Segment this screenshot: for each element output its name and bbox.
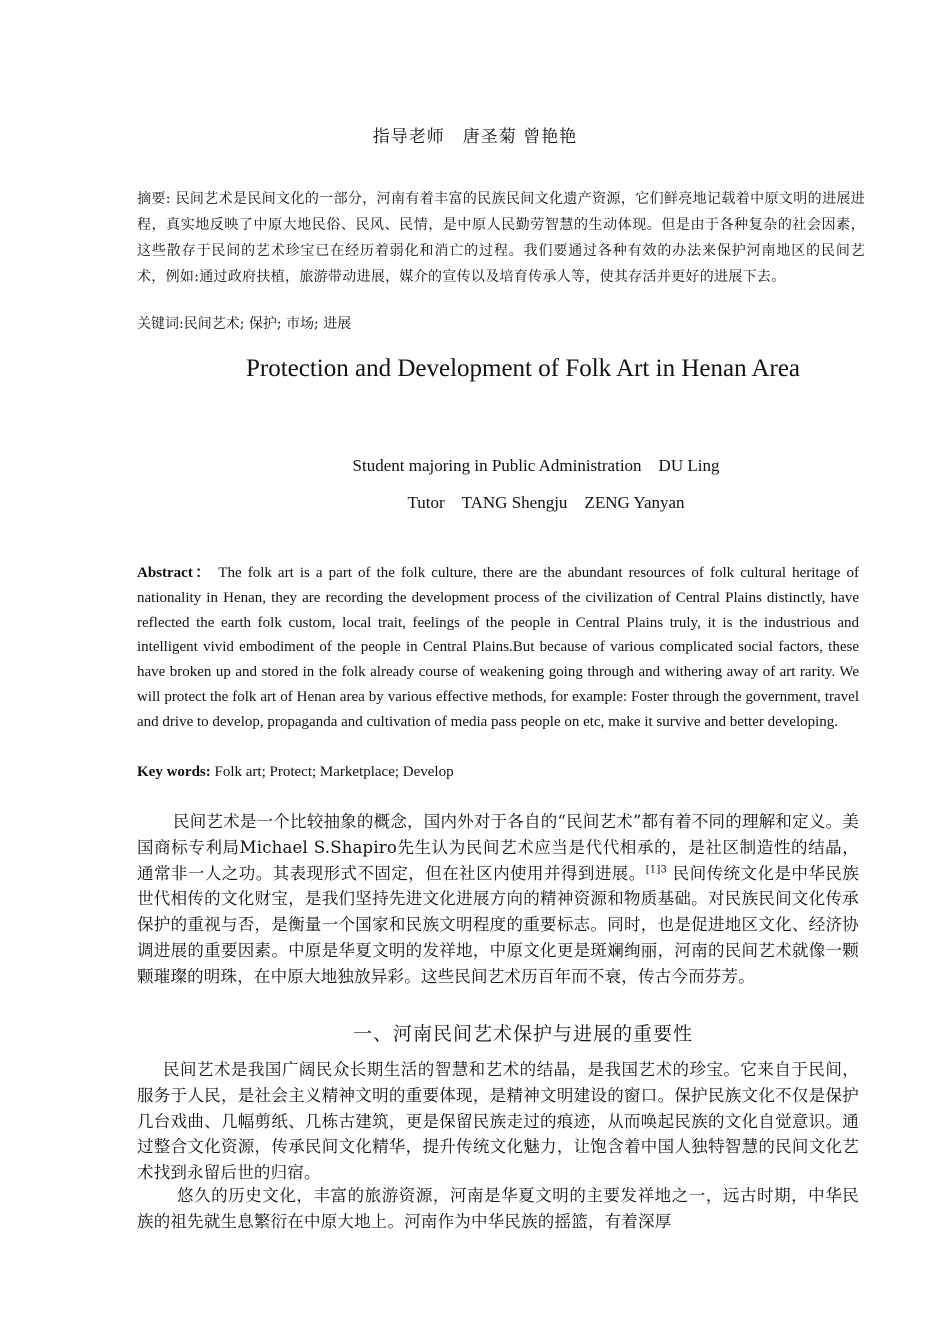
english-keywords-label: Key words: xyxy=(137,764,211,780)
english-keywords-text: Folk art; Protect; Marketplace; Develop xyxy=(210,764,454,780)
english-title: Protection and Development of Folk Art in Henan Area xyxy=(245,355,801,382)
body-paragraph-3: 悠久的历史文化，丰富的旅游资源，河南是华夏文明的主要发祥地之一，远古时期，中华民族的祖先就生息繁衍在中原大地上。河南作为中华民族的摇篮，有着深厚 xyxy=(137,1186,859,1231)
paragraph-1-text-a: 民间艺术是一个比较抽象的概念，国内外对于各自的“民间艺术”都有着不同的理解和定义。美国商标专利局Michael S.Shapiro先生认为民间艺术应当是代代相承的，是社区制造性的结晶，通常非一人之功。其表现形式不固定，但在社区内使用并得到进展。 xyxy=(137,812,859,883)
english-abstract-label: Abstract： xyxy=(137,565,213,581)
student-byline: Student majoring in Public Administration DU Ling xyxy=(352,456,720,475)
chinese-abstract xyxy=(137,186,865,290)
chinese-abstract-text: : 民间艺术是民间文化的一部分，河南有着丰富的民族民间文化遗产资源，它们鲜亮地记载着中原文明的进展进程，真实地反映了中原大地民俗、民风、民情，是中原人民勤劳智慧的生动体现。但是由于各种复杂的社会因素，这些散存于民间的艺术珍宝已在经历着弱化和消亡的过程。我们要通过各种有效的办法来保护河南地区的民间艺术，例如:通过政府扶植，旅游带动进展，媒介的宣传以及培育传承人等，使其存活并更好的进展下去。 xyxy=(137,191,865,285)
chinese-keywords-label: 关键词 xyxy=(137,316,179,332)
english-keywords xyxy=(137,760,859,784)
tutor-byline: Tutor TANG Shengju ZENG Yanyan xyxy=(407,493,685,512)
section-heading: 一、河南民间艺术保护与进展的重要性 xyxy=(352,1023,693,1045)
english-abstract xyxy=(137,561,859,735)
chinese-abstract-label: 摘要 xyxy=(137,191,166,207)
body-paragraph-1 xyxy=(137,809,859,990)
citation-marker: [1]3 xyxy=(645,864,668,876)
english-abstract-text: The folk art is a part of the folk culture, there are the abundant resources of folk cultural heritage of nationality in Henan, they are recording the development process of the civilization of Central Plains distinctly, have reflected the earth folk custom, local trait, feelings of the people in Central Plains truly, it is the industrious and intelligent vivid embodiment of the people in Central Plains.But because of various complicated social factors, these have broken up and stored in the folk already course of weakening going through and withering away of art rarity. We will protect the folk art of Henan area by various effective methods, for example: Foster through the government, travel and drive to develop, propaganda and cultivation of media pass people on etc, make it survive and better developing. xyxy=(137,565,859,730)
chinese-keywords-text: :民间艺术; 保护; 市场; 进展 xyxy=(179,316,352,332)
chinese-keywords xyxy=(137,312,865,336)
body-paragraph-2: 民间艺术是我国广阔民众长期生活的智慧和艺术的结晶，是我国艺术的珍宝。它来自于民间，服务于人民，是社会主义精神文明的重要体现，是精神文明建设的窗口。保护民族文化不仅是保护几台戏曲、几幅剪纸、几栋古建筑，更是保留民族走过的痕迹，从而唤起民族的文化自觉意识。通过整合文化资源，传承民间文化精华，提升传统文化魅力，让饱含着中国人独特智慧的民间文化艺术找到永留后世的归宿。 xyxy=(137,1060,859,1183)
paragraph-1-text-b: 民间传统文化是中华民族世代相传的文化财宝，是我们坚持先进文化进展方向的精神资源和物质基础。对民族民间文化传承保护的重视与否，是衡量一个国家和民族文明程度的重要标志。同时，也是促进地区文化、经济协调进展的重要因素。中原是华夏文明的发祥地，中原文化更是斑斓绚丽，河南的民间艺术就像一颗颗璀璨的明珠，在中原大地独放异彩。这些民间艺术历百年而不衰，传古今而芬芳。 xyxy=(137,863,859,986)
advisor-line: 指导老师 唐圣菊 曾艳艳 xyxy=(372,127,578,147)
